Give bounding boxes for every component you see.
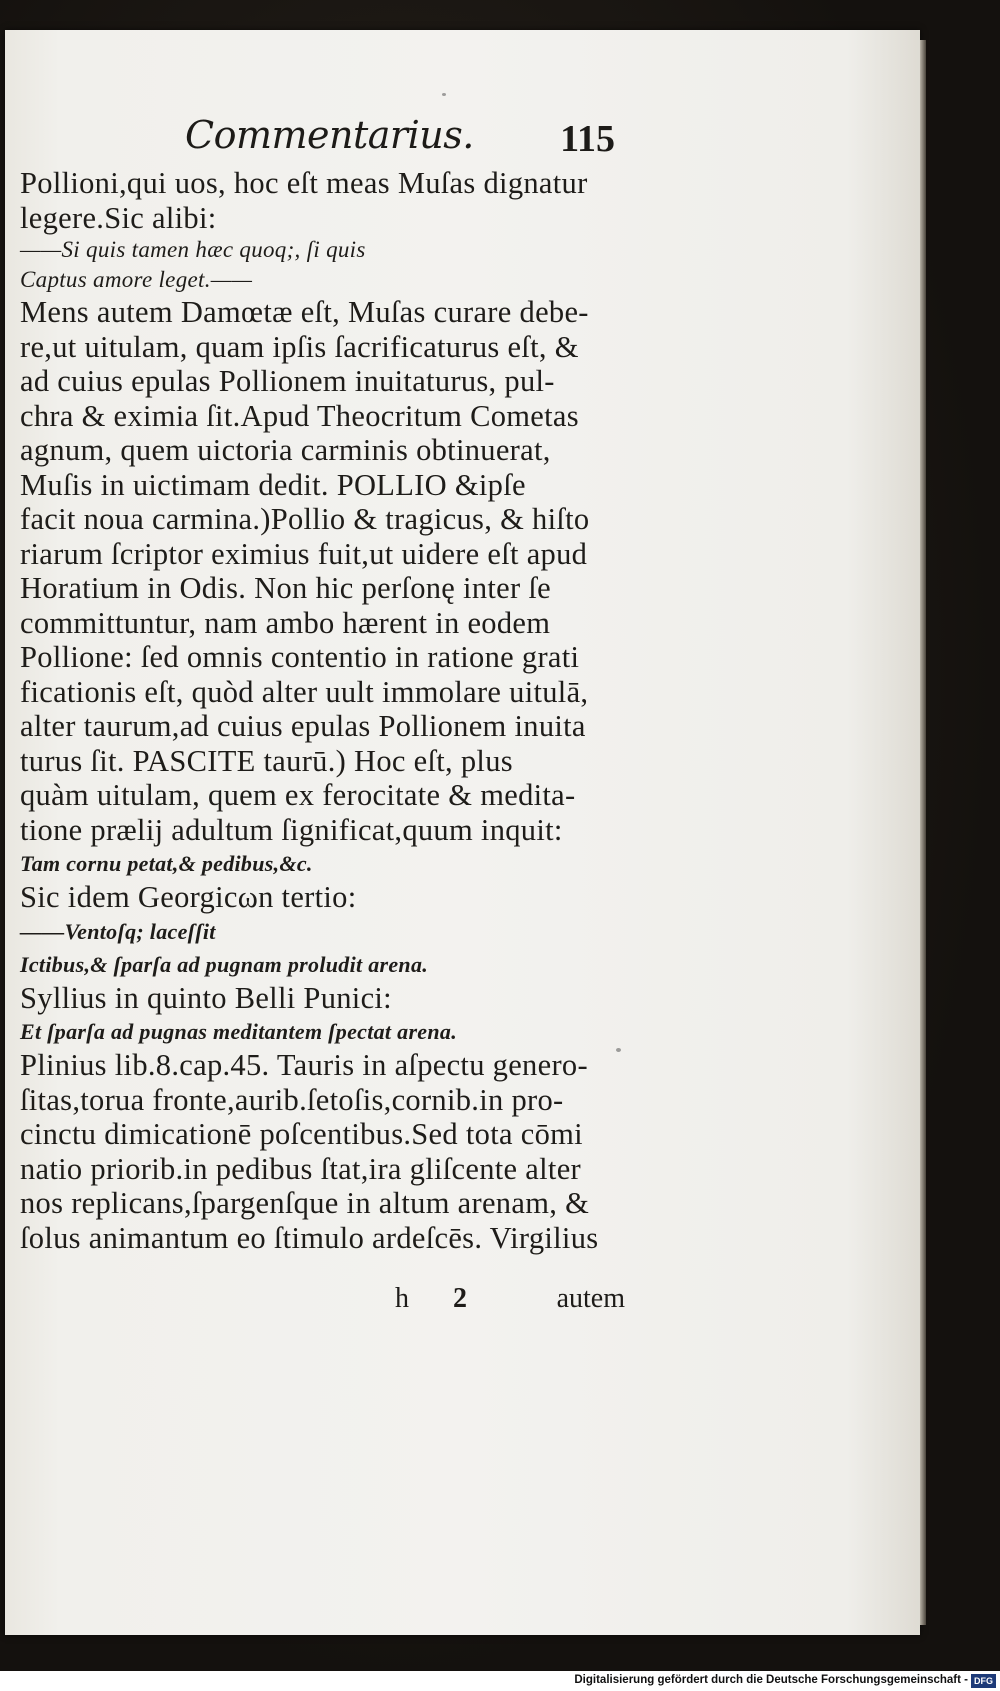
- text-line: Horatium in Odis. Non hic perſonę inter ſe: [20, 571, 551, 605]
- text-line: Pollioni,qui uos, hoc eſt meas Muſas dignatur: [20, 166, 588, 200]
- text-line: ſitas,torua fronte,aurib.ſetoſis,cornib.in pro-: [20, 1082, 564, 1117]
- text-line: ad cuius epulas Pollionem inuitaturus, pul-: [20, 364, 555, 398]
- text-line: Sic idem Georgicωn tertio:: [20, 880, 357, 914]
- page-number: 115: [560, 118, 615, 160]
- text-line: re,ut uitulam, quam ipſis ſacrificaturus eſt, &: [20, 329, 579, 364]
- text-line: agnum, quem uictoria carminis obtinuerat,: [20, 433, 551, 467]
- text-line: riarum ſcriptor eximius fuit,ut uidere eſt apud: [20, 536, 588, 571]
- text-line: ficationis eſt, quòd alter uult immolare uitulā,: [20, 674, 589, 709]
- text-line: legere.Sic alibi:: [20, 200, 217, 235]
- signature-mark-letter: h: [395, 1283, 409, 1314]
- text-line: Syllius in quinto Belli Punici:: [20, 980, 392, 1015]
- ink-speck: [442, 93, 446, 96]
- text-line: nos replicans,ſpargenſque in altum arenam, &: [20, 1186, 590, 1220]
- text-line: ſolus animantum eo ſtimulo ardeſcēs. Virgilius: [20, 1220, 599, 1255]
- text-line: alter taurum,ad cuius epulas Pollionem inuita: [20, 709, 586, 743]
- running-head: [185, 113, 615, 169]
- text-line: cinctu dimicationē poſcentibus.Sed tota cōmi: [20, 1117, 583, 1151]
- page-title: Commentarius.: [185, 113, 474, 157]
- text-line: turus ſit. PASCITE taurū.) Hoc eſt, plus: [20, 743, 513, 778]
- text-line: chra & eximia ſit.Apud Theocritum Cometas: [20, 398, 579, 433]
- text-line: ——Ventoſq; laceſſit: [20, 918, 216, 944]
- digitization-footer: [0, 1671, 1000, 1691]
- text-line: facit noua carmina.)Pollio & tragicus, & hiſto: [20, 502, 590, 536]
- text-line: Muſis in uictimam dedit. POLLIO &ipſe: [20, 467, 526, 502]
- text-line: Et ſparſa ad pugnas meditantem ſpectat arena.: [20, 1019, 457, 1044]
- dfg-logo-icon: DFG: [971, 1674, 996, 1688]
- text-line: Captus amore leget.——: [20, 267, 253, 292]
- catchword: autem: [556, 1283, 625, 1314]
- text-line: tione prælij adultum ſignificat,quum inquit:: [20, 812, 563, 847]
- text-line: Tam cornu petat,& pedibus,&c.: [20, 851, 313, 876]
- text-line: committuntur, nam ambo hærent in eodem: [20, 605, 551, 640]
- footer-credit: Digitalisierung gefördert durch die Deutsche Forschungsgemeinschaft -: [574, 1674, 968, 1686]
- catchline: [395, 1283, 625, 1323]
- text-line: Ictibus,& ſparſa ad pugnam proludit arena.: [20, 951, 429, 977]
- text-line: Plinius lib.8.cap.45. Tauris in aſpectu genero-: [20, 1048, 588, 1082]
- text-line: ——Si quis tamen hæc quoq;, ſi quis: [20, 237, 366, 262]
- body-text: [20, 166, 620, 1255]
- text-line: Pollione: ſed omnis contentio in ratione grati: [20, 640, 580, 674]
- signature-mark-number: 2: [453, 1283, 467, 1314]
- text-line: Mens autem Damœtæ eſt, Muſas curare debe-: [20, 295, 589, 329]
- text-line: quàm uitulam, quem ex ferocitate & medita-: [20, 778, 576, 812]
- page-edge-shadow: [920, 40, 926, 1625]
- text-line: natio priorib.in pedibus ſtat,ira gliſcente alter: [20, 1151, 581, 1186]
